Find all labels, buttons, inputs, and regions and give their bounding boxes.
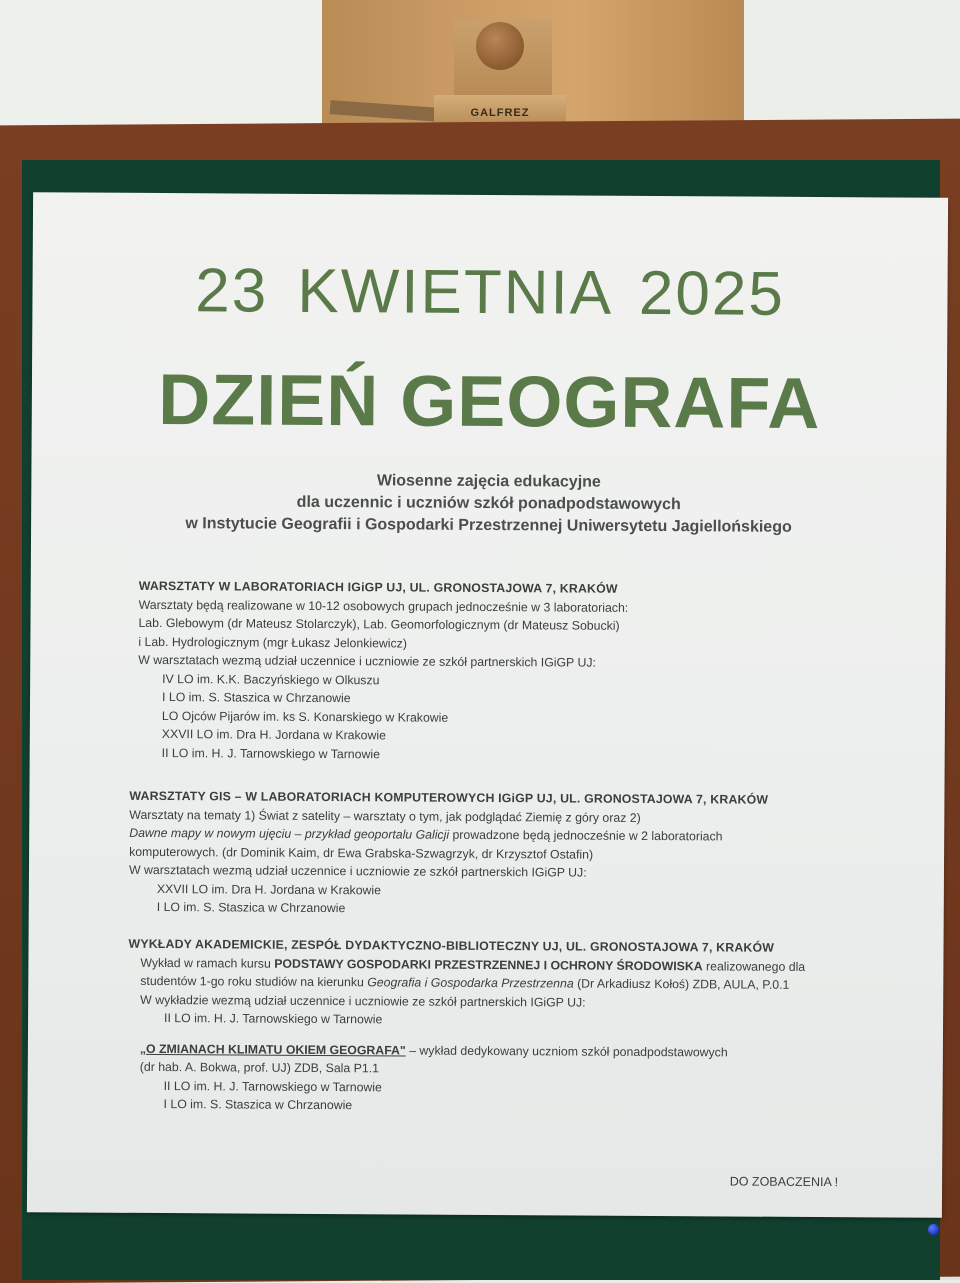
school-item: IV LO im. K.K. Baczyńskiego w Olkuszu xyxy=(162,671,380,687)
subtitle-line: w Instytucie Geografii i Gospodarki Przestrzennej Uniwersytetu Jagiellońskiego xyxy=(185,515,792,536)
section-line: (dr hab. A. Bokwa, prof. UJ) ZDB, Sala P1.1 xyxy=(139,1059,380,1076)
section-lectures xyxy=(127,935,918,1118)
section-title: WARSZTATY W LABORATORIACH IGiGP UJ, UL. GRONOSTAJOWA 7, KRAKÓW xyxy=(138,578,618,596)
section-workshops-gis xyxy=(129,787,910,921)
easel-knob[interactable] xyxy=(476,22,524,70)
poster-date: 23 KWIETNIA 2025 xyxy=(195,256,786,329)
text: realizowanego dla xyxy=(702,958,806,974)
school-item: XXVII LO im. Dra H. Jordana w Krakowie xyxy=(156,881,382,897)
text: – wykład dedykowany uczniom szkół ponadpodstawowych xyxy=(405,1043,728,1059)
school-item: II LO im. H. J. Tarnowskiego w Tarnowie xyxy=(163,1078,382,1094)
school-item: II LO im. H. J. Tarnowskiego w Tarnowie xyxy=(161,745,380,761)
text: (Dr Arkadiusz Kołoś) ZDB, AULA, P.0.1 xyxy=(573,976,790,992)
lecture-block xyxy=(128,953,918,1032)
school-item: II LO im. H. J. Tarnowskiego w Tarnowie xyxy=(164,1011,383,1027)
subtitle-line: Wiosenne zajęcia edukacyjne xyxy=(376,472,601,491)
section-title: WARSZTATY GIS – W LABORATORIACH KOMPUTEROWYCH IGiGP UJ, UL. GRONOSTAJOWA 7, KRAKÓW xyxy=(129,788,769,807)
italic-text: Geografia i Gospodarka Przestrzenna xyxy=(367,975,574,991)
poster xyxy=(27,192,948,1218)
section-line: Warsztaty na tematy 1) Świat z satelity – warsztaty o tym, jak podglądać Ziemię z góry oraz 2) xyxy=(129,807,641,825)
school-item: XXVII LO im. Dra H. Jordana w Krakowie xyxy=(161,727,387,743)
school-item: I LO im. S. Staszica w Chrzanowie xyxy=(161,690,351,706)
section-title: WYKŁADY AKADEMICKIE, ZESPÓŁ DYDAKTYCZNO-BIBLIOTECZNY UJ, UL. GRONOSTAJOWA 7, KRAKÓW xyxy=(128,936,775,955)
text: studentów 1-go roku studiów na kierunku xyxy=(140,973,368,990)
footer-note: DO ZOBACZENIA ! xyxy=(729,1174,839,1190)
section-line: W warsztatach wezmą udział uczennice i uczniowie ze szkół partnerskich IGiGP UJ: xyxy=(128,862,587,880)
section-workshops-labs xyxy=(138,577,899,767)
bold-text: PODSTAWY GOSPODARKI PRZESTRZENNEJ I OCHRONY ŚRODOWISKA xyxy=(274,956,703,973)
section-line: W warsztatach wezmą udział uczennice i uczniowie ze szkół partnerskich IGiGP UJ: xyxy=(138,652,596,670)
italic-text: Dawne mapy w nowym ujęciu – przykład geoportalu Galicji xyxy=(129,825,450,842)
school-item: I LO im. S. Staszica w Chrzanowie xyxy=(163,1097,353,1113)
poster-subtitle xyxy=(31,468,946,540)
section-line: komputerowych. (dr Dominik Kaim, dr Ewa Grabska-Szwagrzyk, dr Krzysztof Ostafin) xyxy=(129,844,594,862)
section-line: W wykładzie wezmą udział uczennice i uczniowie ze szkół partnerskich IGiGP UJ: xyxy=(140,992,586,1010)
text: Wykład w ramach kursu xyxy=(140,955,275,971)
poster-title: DZIEŃ GEOGRAFA xyxy=(158,359,821,445)
easel-clamp-brand: GALFREZ xyxy=(434,95,566,131)
school-item: LO Ojców Pijarów im. ks S. Konarskiego w Krakowie xyxy=(161,708,449,725)
school-item: I LO im. S. Staszica w Chrzanowie xyxy=(156,899,346,916)
lecture2-block xyxy=(127,1039,917,1118)
lecture2-title: „O ZMIANACH KLIMATU OKIEM GEOGRAFA" xyxy=(139,1041,406,1058)
text: prowadzone będą jednocześnie w 2 laboratoriach xyxy=(449,827,723,844)
pin-icon xyxy=(928,1224,939,1235)
section-line: Lab. Glebowym (dr Mateusz Stolarczyk), Lab. Geomorfologicznym (dr Mateusz Sobucki) xyxy=(138,615,620,633)
subtitle-line: dla uczennic i uczniów szkół ponadpodstawowych xyxy=(296,493,681,514)
section-line: i Lab. Hydrologicznym (mgr Łukasz Jelonkiewicz) xyxy=(138,634,407,651)
section-line: Warsztaty będą realizowane w 10-12 osobowych grupach jednocześnie w 3 laboratoriach: xyxy=(138,597,629,615)
